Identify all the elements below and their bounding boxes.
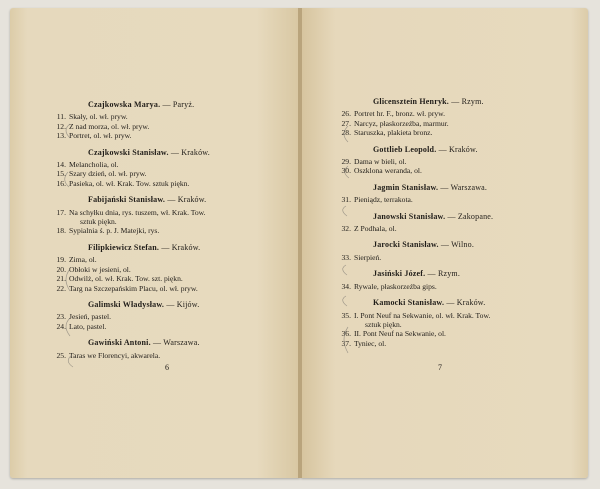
list-item: 31. Pieniądz, terrakota. — [341, 195, 413, 205]
list-item: 37. Tyniec, ol. — [341, 338, 387, 348]
list-item: 26. Portret hr. F., bronz. wł. pryw. — [341, 109, 446, 119]
list-item: 36. II. Pont Neuf na Sekwanie, ol. — [341, 329, 446, 339]
list-item: 33. Sierpień. — [341, 252, 382, 262]
list-item: 17. Na schyłku dnia, rys. tuszem, wł. Krak. Tow. — [56, 207, 206, 217]
list-item: 35. I. Pont Neuf na Sekwanie, ol. wł. Krak. Tow. — [341, 310, 491, 320]
list-item: 14. Melancholia, ol. — [56, 160, 119, 170]
right-page-text — [335, 97, 565, 348]
list-item: 24. Lato, pastel. — [56, 321, 107, 331]
artist-heading: Janowski Stanisław. — Zakopane. — [373, 211, 494, 221]
list-item: 12. Z nad morza, ol. wł. pryw. — [56, 121, 150, 131]
list-item: 29. Dama w bieli, ol. — [341, 157, 407, 167]
list-item: 28. Staruszka, plakieta bronz. — [341, 128, 433, 138]
list-item: 16. Pasieka, ol. wł. Krak. Tow. sztuk piękn. — [56, 178, 190, 188]
list-item: 27. Narcyz, płaskorzeźba, marmur. — [341, 118, 449, 128]
artist-heading: Gawiński Antoni. — Warszawa. — [88, 338, 200, 348]
list-item: 18. Sypialnia ś. p. J. Matejki, rys. — [56, 226, 160, 236]
list-item: 22. Targ na Szczepańskim Placu, ol. wł. pryw. — [56, 283, 198, 293]
artist-heading: Jagmin Stanisław. — Warszawa. — [373, 182, 488, 192]
book-spine — [298, 8, 302, 478]
artist-heading: Galimski Władysław. — Kijów. — [88, 299, 200, 309]
artist-heading: Czajkowski Stanisław. — Kraków. — [88, 147, 210, 157]
list-item: 21. Odwilż, ol. wł. Krak. Tow. szt. piękn. — [56, 274, 183, 284]
list-item: 25. Taras we Florencyi, akwarela. — [56, 350, 161, 360]
artist-heading: Jasiński Józef. — Rzym. — [373, 269, 461, 279]
list-item-continuation: sztuk piękn. — [80, 217, 117, 227]
artist-heading: Gottlieb Leopold. — Kraków. — [373, 144, 478, 154]
artist-heading: Czajkowska Marya. — Paryż. — [88, 100, 195, 109]
artist-heading: Filipkiewicz Stefan. — Kraków. — [88, 242, 201, 252]
list-item: 20. Obłoki w jesieni, ol. — [56, 264, 131, 274]
artist-heading: Kamocki Stanisław. — Kraków. — [373, 298, 486, 308]
list-item-continuation: sztuk piękn. — [365, 319, 402, 329]
list-item: 34. Rywale, płaskorzeźba gips. — [341, 281, 437, 291]
list-item: 30. Oszklona weranda, ol. — [341, 166, 422, 176]
page-number: 7 — [438, 363, 442, 372]
artist-heading: Fabijański Stanisław. — Kraków. — [88, 195, 207, 205]
list-item: 15. Szary dzień, ol. wł. pryw. — [56, 169, 147, 179]
list-item: 13. Portret, ol. wł. pryw. — [56, 131, 132, 141]
list-item: 19. Zima, ol. — [56, 255, 97, 265]
artist-heading: Jarocki Stanisław. — Wilno. — [373, 240, 475, 250]
list-item: 23. Jesień, pastel. — [56, 312, 111, 322]
left-page-text — [50, 100, 270, 360]
list-item: 11. Skały, ol. wł. pryw. — [56, 112, 128, 122]
list-item: 32. Z Podhala, ol. — [341, 224, 397, 234]
page-number: 6 — [165, 363, 169, 372]
artist-heading: Glicenszteín Henryk. — Rzym. — [373, 97, 484, 106]
